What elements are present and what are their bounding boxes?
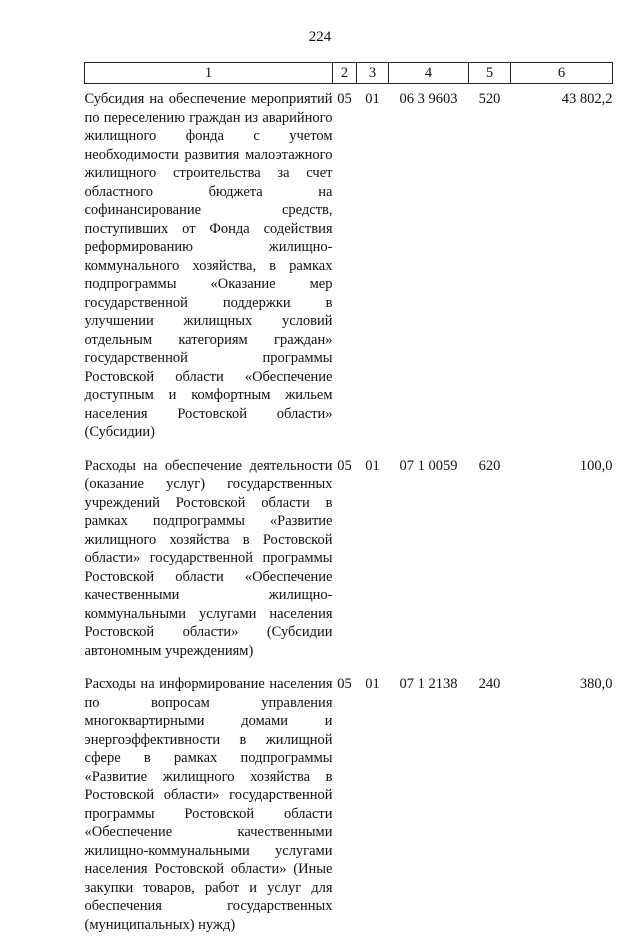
- table-row: [85, 669, 613, 943]
- row-description: Расходы на информирование населения по вопросам управления многоквартирными домами и энергоэффективности в жилищной сфере в рамках подпрограммы «Развитие жилищного хозяйства в Ростовской области» государственной программы Ростовской области «Обеспечение качественными жилищно-коммунальными услугами населения Ростовской области» (Иные закупки товаров, работ и услуг для обеспечения государственных (муниципальных) нужд): [84, 676, 333, 933]
- header-col-1: 1: [85, 63, 333, 84]
- header-col-6: 6: [511, 63, 613, 84]
- row-expense-type: 620: [478, 457, 501, 474]
- row-subsection-code: 01: [365, 457, 380, 474]
- row-target-article: 07 1 2138: [399, 676, 458, 692]
- row-section-code: 05: [337, 676, 352, 692]
- header-col-2: 2: [333, 63, 357, 84]
- row-description: Субсидия на обеспечение мероприятий по переселению граждан из аварийного жилищного фонда с учетом необходимости развития малоэтажного жилищного строительства за счет областного бюджета на софинансирование средств, поступивших от Фонда содействия реформированию жилищно-коммунального хозяйства, в рамках подпрограммы «Оказание мер государственной поддержки в улучшении жилищных условий отдельным категориям граждан» государственной программы Ростовской области «Обеспечение доступным и комфортным жильем населения Ростовской области» (Субсидии): [84, 91, 333, 440]
- row-subsection-code: 01: [365, 676, 380, 692]
- header-col-4: 4: [389, 63, 469, 84]
- row-section-code: 05: [337, 457, 352, 474]
- page-number: 224: [308, 29, 332, 45]
- row-subsection-code: 01: [365, 91, 380, 107]
- row-amount: 100,0: [579, 457, 613, 474]
- row-expense-type: 240: [478, 676, 501, 692]
- row-description: Расходы на обеспечение деятельности (оказание услуг) государственных учреждений Ростовской области в рамках подпрограммы «Развитие жилищного хозяйства в Ростовской области» государственной программы Ростовской области «Обеспечение качественными жилищно-коммунальными услугами населения Ростовской области» (Субсидии автономным учреждениям): [84, 457, 333, 659]
- table-row: [85, 451, 613, 670]
- budget-table: [84, 62, 613, 943]
- header-col-3: 3: [357, 63, 389, 84]
- row-section-code: 05: [337, 91, 352, 107]
- row-target-article: 07 1 0059: [399, 457, 458, 474]
- row-amount: 380,0: [579, 676, 613, 692]
- row-amount: 43 802,2: [561, 91, 613, 107]
- row-target-article: 06 3 9603: [399, 91, 458, 107]
- table-row: [85, 84, 613, 451]
- table-header-row: [85, 63, 613, 84]
- header-col-5: 5: [469, 63, 511, 84]
- row-expense-type: 520: [478, 91, 501, 107]
